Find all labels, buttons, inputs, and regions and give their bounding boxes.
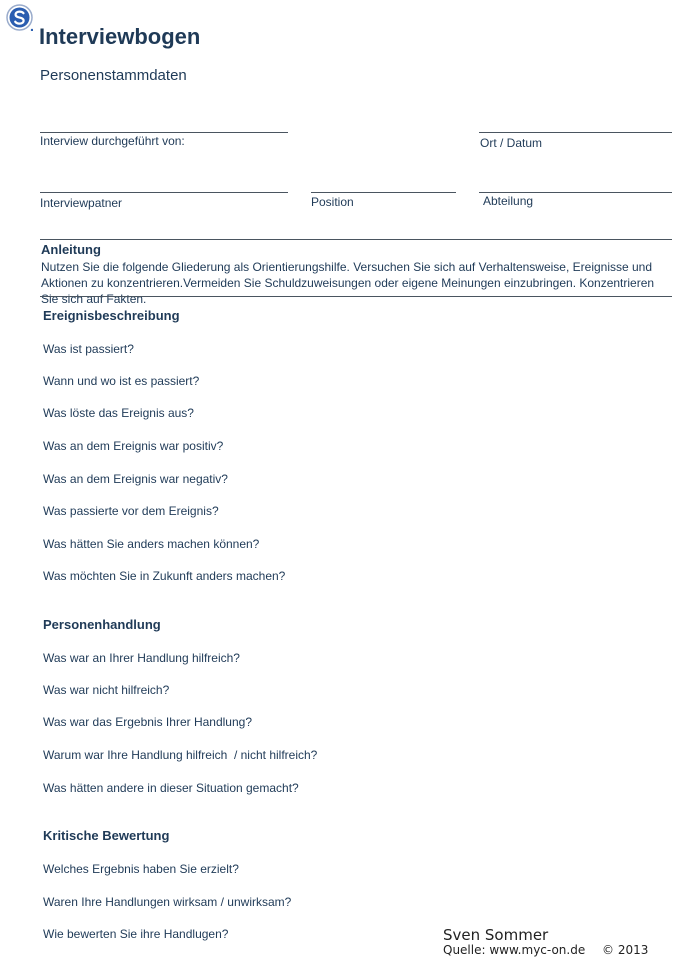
question-item: Was löste das Ereignis aus? xyxy=(43,406,194,420)
s-circle-logo-icon xyxy=(6,4,33,31)
instructions-heading: Anleitung xyxy=(41,242,101,257)
question-item: Was möchten Sie in Zukunft anders machen? xyxy=(43,569,286,583)
interviewer-field-line[interactable] xyxy=(40,132,288,133)
section-title-personal-action: Personenhandlung xyxy=(43,617,161,632)
department-field-line[interactable] xyxy=(479,192,672,193)
place-date-field-line[interactable] xyxy=(479,132,672,133)
question-item: Was ist passiert? xyxy=(43,342,134,356)
question-item: Was war an Ihrer Handlung hilfreich? xyxy=(43,651,240,665)
question-item: Was war nicht hilfreich? xyxy=(43,683,170,697)
position-field-line[interactable] xyxy=(311,192,456,193)
page-subtitle: Personenstammdaten xyxy=(40,67,187,84)
place-date-label: Ort / Datum xyxy=(480,136,543,150)
section-title-event-description: Ereignisbeschreibung xyxy=(43,308,180,323)
question-item: Waren Ihre Handlungen wirksam / unwirksam? xyxy=(43,895,292,909)
question-item: Was hätten Sie anders machen können? xyxy=(43,537,260,551)
instructions-bottom-divider xyxy=(40,296,672,297)
department-label: Abteilung xyxy=(483,194,534,208)
question-item: Was hätten andere in dieser Situation gemacht? xyxy=(43,781,299,795)
question-item: Was an dem Ereignis war positiv? xyxy=(43,439,224,453)
page-title: Interviewbogen xyxy=(39,24,201,49)
footer-author: Sven Sommer xyxy=(443,926,549,944)
question-item: Was passierte vor dem Ereignis? xyxy=(43,504,219,518)
interviewee-field-line[interactable] xyxy=(40,192,288,193)
question-item: Was an dem Ereignis war negativ? xyxy=(43,472,228,486)
question-item: Was war das Ergebnis Ihrer Handlung? xyxy=(43,715,252,729)
position-label: Position xyxy=(311,195,354,209)
interviewee-label: Interviewpatner xyxy=(40,196,123,210)
footer-source: Quelle: www.myc-on.de xyxy=(443,943,586,957)
question-item: Wann und wo ist es passiert? xyxy=(43,374,200,388)
interviewer-label: Interview durchgeführt von: xyxy=(40,134,185,148)
section-title-critical-assessment: Kritische Bewertung xyxy=(43,828,170,843)
question-item: Warum war Ihre Handlung hilfreich / nicht hilfreich? xyxy=(43,748,318,762)
instructions-text: Nutzen Sie die folgende Gliederung als Orientierungshilfe. Versuchen Sie sich auf Verhaltensweise, Ereignisse und Aktionen zu konzentrieren.Vermeiden Sie Schuldzuweisungen oder eigene Meinungen einzubringen. Konzentrieren Sie sich auf Fakten. xyxy=(41,260,655,306)
instructions-top-divider xyxy=(40,239,672,240)
question-item: Welches Ergebnis haben Sie erzielt? xyxy=(43,862,239,876)
footer-copyright: © 2013 xyxy=(602,943,649,957)
question-item: Wie bewerten Sie ihre Handlugen? xyxy=(43,927,229,941)
